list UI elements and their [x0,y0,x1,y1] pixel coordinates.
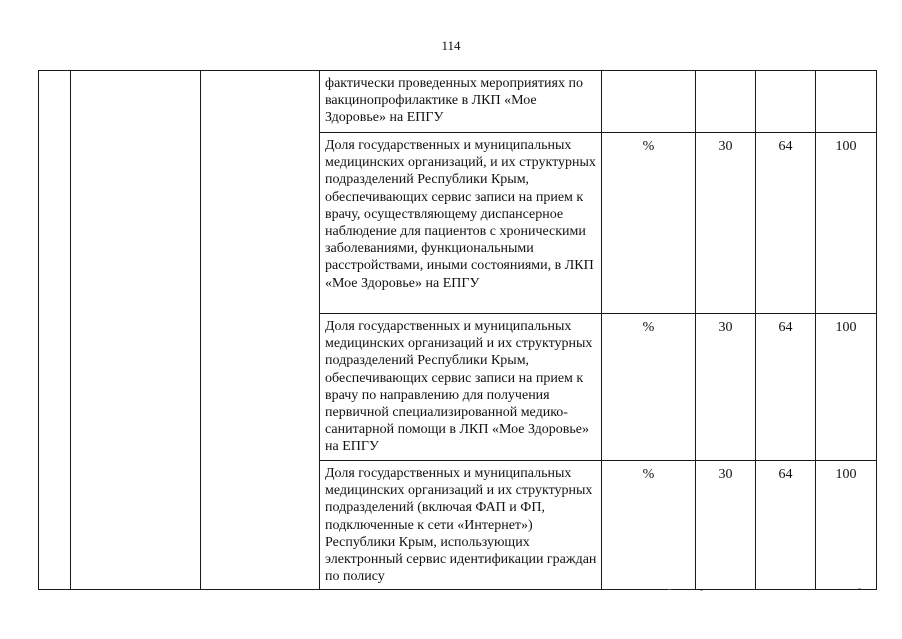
unit-cell [602,71,696,133]
value-cell: 64 [756,461,816,590]
indicator-text: фактически проведенных мероприятиях по вакцинопрофилактике в ЛКП «Мое Здоровье» на ЕПГУ [325,76,583,126]
scan-artifact [858,588,861,589]
value-cell: 30 [696,314,756,461]
value-cell: 30 [696,461,756,590]
value-cell: 100 [816,314,877,461]
indicator-description [320,461,602,590]
scan-artifact [700,590,703,591]
page-number: 114 [441,38,461,53]
value-cell: 64 [756,314,816,461]
unit-cell: % [602,133,696,314]
table-cell-empty [39,71,71,590]
indicator-description [320,133,602,314]
indicator-description [320,71,602,133]
table-cell-empty [201,71,320,590]
indicator-text: Доля государственных и муниципальных медицинских организаций и их структурных подразделений Республики Крым, обеспечивающих сервис записи на прием к врачу по направлению для получения первичной специализированной медико-санитарной помощи в ЛКП «Мое Здоровье» на ЕПГУ [325,319,593,455]
indicator-description [320,314,602,461]
indicators-table [38,70,877,590]
indicator-text: Доля государственных и муниципальных медицинских организаций, и их структурных подразделений Республики Крым, обеспечивающих сервис записи на прием к врачу, осуществляющему диспансерное наблюдение для пациентов с хроническими заболеваниями, функциональными расстройствами, иными состояниями, в ЛКП «Мое Здоровье» на ЕПГУ [325,138,596,291]
unit-cell: % [602,461,696,590]
value-cell: 100 [816,461,877,590]
table-cell-empty [71,71,201,590]
value-cell [696,71,756,133]
table-row [39,71,877,133]
unit-cell: % [602,314,696,461]
value-cell: 30 [696,133,756,314]
value-cell: 100 [816,133,877,314]
value-cell: 64 [756,133,816,314]
value-cell [756,71,816,133]
indicator-text: Доля государственных и муниципальных медицинских организаций и их структурных подразделений (включая ФАП и ФП, подключенные к сети «Интернет») Республики Крым, использующих электронный сервис идентификации граждан по полису [325,466,597,585]
scan-artifact [668,589,671,590]
value-cell [816,71,877,133]
